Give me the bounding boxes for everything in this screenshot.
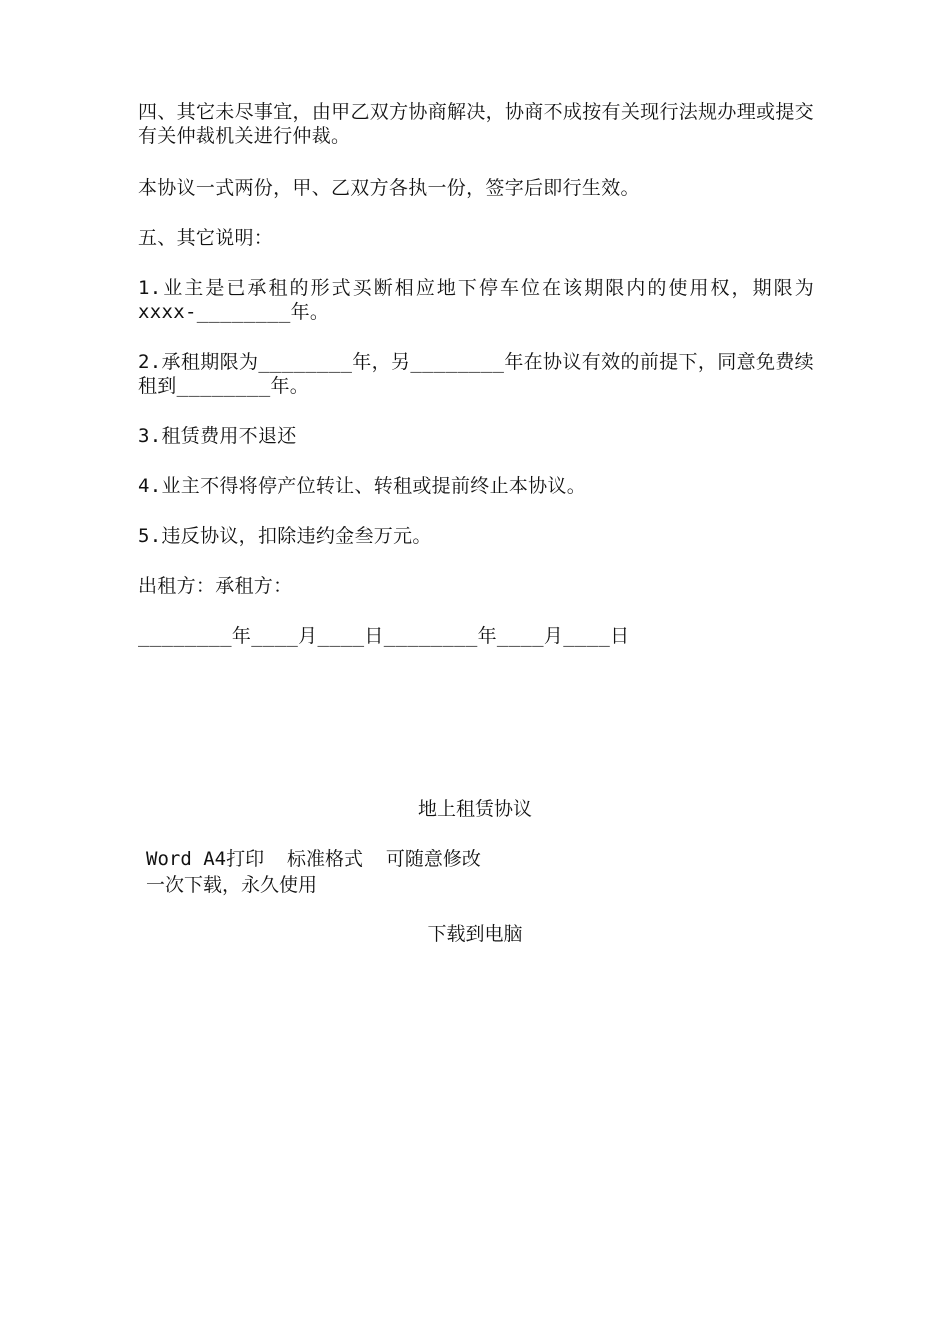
promo-features: Word A4打印 标准格式 可随意修改 (146, 848, 481, 870)
note-two-paragraph: 2.承租期限为________年，另________年在协议有效的前提下，同意免费续租到________年。 (138, 351, 814, 397)
section-five-heading: 五、其它说明： (138, 227, 274, 249)
clause-four-paragraph: 四、其它未尽事宜，由甲乙双方协商解决，协商不成按有关现行法规办理或提交有关仲裁机关进行仲裁。 (138, 101, 814, 147)
download-link[interactable]: 下载到电脑 (427, 923, 523, 945)
promo-usage: 一次下载，永久使用 (146, 874, 318, 896)
note-five-paragraph: 5.违反协议，扣除违约金叁万元。 (138, 525, 432, 547)
signature-dates: ________年____月____日________年____月____日 (138, 625, 630, 647)
promo-title: 地上租赁协议 (417, 798, 532, 820)
signature-parties: 出租方：承租方： (138, 575, 293, 597)
note-one-paragraph: 1.业主是已承租的形式买断相应地下停车位在该期限内的使用权，期限为xxxx-________年。 (138, 277, 814, 323)
copies-paragraph: 本协议一式两份，甲、乙双方各执一份，签字后即行生效。 (138, 177, 640, 199)
note-three-paragraph: 3.租赁费用不退还 (138, 425, 297, 447)
note-four-paragraph: 4.业主不得将停产位转让、转租或提前终止本协议。 (138, 475, 587, 497)
